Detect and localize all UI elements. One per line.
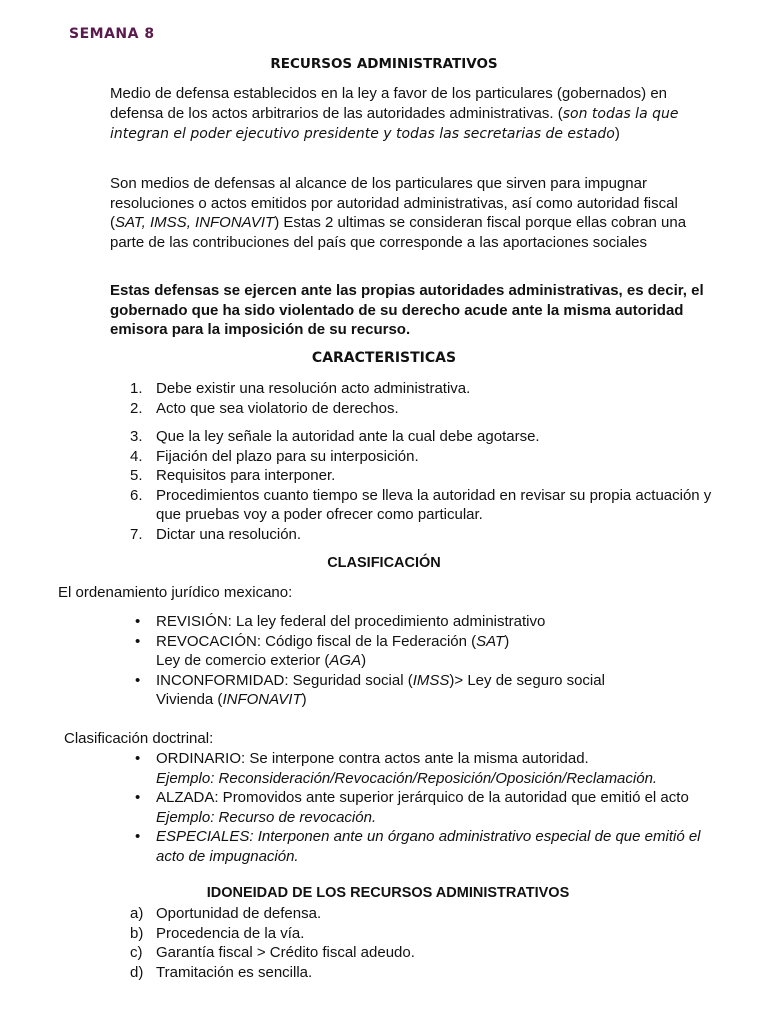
list-item: 3. Que la ley señale la autoridad ante la cual debe agotarse. bbox=[130, 428, 540, 445]
list-item: 4. Fijación del plazo para su interposición. bbox=[130, 447, 419, 465]
list-item: a) Oportunidad de defensa. bbox=[130, 905, 322, 922]
clasificacion-doctrinal-list bbox=[110, 749, 720, 866]
list-item: 6. Procedimientos cuanto tiempo se lleva la autoridad en revisar su propia actuación y que pruebas voy a poder ofrecer como particular. bbox=[130, 486, 712, 523]
ordenamiento-label: El ordenamiento jurídico mexicano: bbox=[58, 584, 293, 601]
list-item: • ALZADA: Promovidos ante superior jerárquico de la autoridad que emitió el acto Ejemplo: Recurso de revocación. bbox=[135, 789, 689, 826]
caracteristicas-list-b bbox=[110, 427, 720, 544]
caracteristicas-list-a bbox=[110, 379, 720, 418]
list-item: 7. Dictar una resolución. bbox=[130, 525, 302, 543]
list-item: 2. Acto que sea violatorio de derechos. bbox=[130, 399, 399, 417]
title-caracteristicas: CARACTERISTICAS bbox=[311, 350, 457, 366]
paragraph-definicion: Medio de defensa establecidos en la ley a favor de los particulares (gobernados) en defensa de los actos arbitrarios de las autoridades administrativas. (son todas la que integran el poder ejecutivo presidente y todas las secretarias de estado) bbox=[110, 85, 679, 142]
list-item: 1. Debe existir una resolución acto administrativa. bbox=[130, 380, 471, 397]
list-item: c) Garantía fiscal > Crédito fiscal adeudo. bbox=[130, 944, 415, 961]
clasificacion-juridica-list bbox=[110, 612, 720, 710]
list-item: • REVISIÓN: La ley federal del procedimiento administrativo bbox=[135, 613, 546, 630]
doctrinal-label: Clasificación doctrinal: bbox=[64, 730, 214, 747]
paragraph-medios: Son medios de defensas al alcance de los particulares que sirven para impugnar resoluciones o actos emitidos por autoridad administrativas, así como autoridad fiscal (SAT, IMSS, INFONAVIT) Estas 2 ultimas se consideran fiscal porque ellas cobran una parte de las contribuciones del país que corresponde a las aportaciones sociales bbox=[110, 175, 687, 251]
title-idoneidad: IDONEIDAD DE LOS RECURSOS ADMINISTRATIVOS bbox=[206, 885, 570, 901]
week-label: SEMANA 8 bbox=[69, 26, 155, 42]
title-recursos: RECURSOS ADMINISTRATIVOS bbox=[270, 56, 498, 72]
list-item: • ESPECIALES: Interponen ante un órgano administrativo especial de que emitió el acto de impugnación. bbox=[135, 828, 701, 865]
paragraph-defensas: Estas defensas se ejercen ante las propias autoridades administrativas, es decir, el gobernado que ha sido violentado de su derecho acude ante la misma autoridad emisora para la imposición de su recurso. bbox=[110, 282, 704, 338]
title-clasificacion: CLASIFICACIÓN bbox=[327, 555, 441, 571]
list-item: d) Tramitación es sencilla. bbox=[130, 963, 313, 981]
list-item: b) Procedencia de la vía. bbox=[130, 924, 305, 942]
idoneidad-list bbox=[110, 904, 720, 982]
list-item: 5. Requisitos para interponer. bbox=[130, 467, 336, 484]
list-item: • REVOCACIÓN: Código fiscal de la Federación (SAT) Ley de comercio exterior (AGA) bbox=[135, 632, 510, 669]
list-item: • INCONFORMIDAD: Seguridad social (IMSS)> Ley de seguro social Vivienda (INFONAVIT) bbox=[135, 671, 605, 708]
list-item: • ORDINARIO: Se interpone contra actos ante la misma autoridad. Ejemplo: Reconsideración/Revocación/Reposición/Oposición/Reclamación. bbox=[135, 750, 658, 787]
